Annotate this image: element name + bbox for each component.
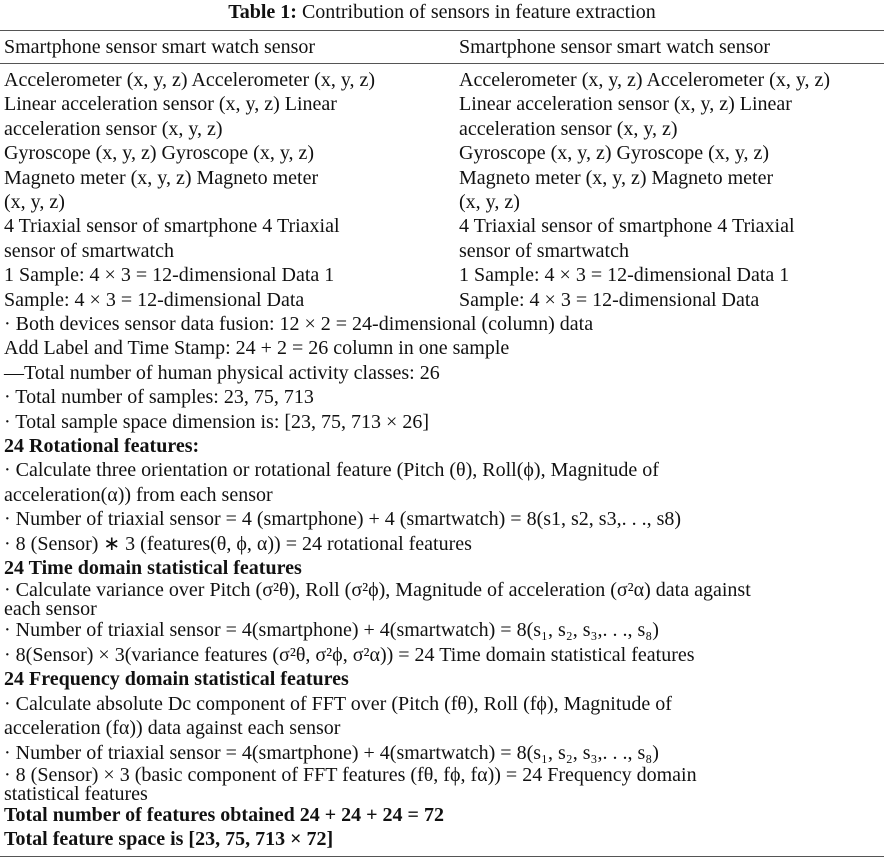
header-left: Smartphone sensor smart watch sensor (4, 36, 316, 58)
section-heading-rotational: 24 Rotational features: (4, 435, 200, 458)
body-line: · Number of triaxial sensor = 4 (smartphone) + 4 (smartwatch) = 8(s1, s2, s3,. . ., s8) (4, 508, 682, 531)
right-line: Sample: 4 × 3 = 12-dimensional Data (459, 288, 760, 311)
body-line: Add Label and Time Stamp: 24 + 2 = 26 column in one sample (4, 337, 510, 360)
header-rule (0, 63, 884, 64)
total-feature-space: Total feature space is [23, 75, 713 × 72] (4, 828, 334, 851)
left-line: acceleration sensor (x, y, z) (4, 117, 223, 140)
right-line: acceleration sensor (x, y, z) (459, 117, 678, 140)
body-line: · 8 (Sensor) ∗ 3 (features(θ, ϕ, α)) = 24 rotational features (4, 532, 472, 555)
left-line: Accelerometer (x, y, z) Accelerometer (x, y, z) (4, 69, 376, 91)
left-column (4, 68, 375, 312)
body-line: · Total sample space dimension is: [23, 75, 713 × 26] (4, 410, 429, 433)
left-line: sensor of smartwatch (4, 239, 174, 262)
caption-label: Table 1: (228, 1, 297, 23)
right-line: Gyroscope (x, y, z) Gyroscope (x, y, z) (459, 142, 770, 165)
right-line: 4 Triaxial sensor of smartphone 4 Triaxial (459, 215, 795, 238)
body-line: · 8 (Sensor) × 3 (basic component of FFT features (fθ, fϕ, fα)) = 24 Frequency domain (4, 763, 697, 786)
left-line: 4 Triaxial sensor of smartphone 4 Triaxial (4, 215, 340, 238)
left-line: Gyroscope (x, y, z) Gyroscope (x, y, z) (4, 142, 315, 165)
table-caption (0, 1, 884, 23)
left-line: Magneto meter (x, y, z) Magneto meter (4, 166, 319, 189)
section-heading-frequency-domain: 24 Frequency domain statistical features (4, 668, 349, 691)
body-line: · Total number of samples: 23, 75, 713 (4, 386, 314, 409)
right-line: Linear acceleration sensor (x, y, z) Linear (459, 93, 792, 116)
right-column (459, 68, 830, 312)
body-line: · Number of triaxial sensor = 4(smartphone) + 4(smartwatch) = 8(s₁, s₂, s₃,. . ., s₈) (4, 619, 659, 642)
body-line: · Calculate three orientation or rotational feature (Pitch (θ), Roll(ϕ), Magnitude of (4, 459, 659, 482)
body-line: · 8(Sensor) × 3(variance features (σ²θ, σ²ϕ, σ²α)) = 24 Time domain statistical features (4, 643, 695, 666)
body-text (4, 312, 751, 852)
body-line: acceleration(α)) from each sensor (4, 483, 273, 506)
right-line: 1 Sample: 4 × 3 = 12-dimensional Data 1 (459, 264, 790, 287)
right-line: Accelerometer (x, y, z) Accelerometer (x, y, z) (459, 69, 831, 91)
body-line: each sensor (4, 598, 97, 621)
left-line: (x, y, z) (4, 191, 65, 214)
body-line: · Calculate absolute Dc component of FFT over (Pitch (fθ), Roll (fϕ), Magnitude of (4, 692, 672, 715)
top-rule (0, 30, 884, 31)
body-line: acceleration (fα)) data against each sensor (4, 717, 341, 740)
header-right: Smartphone sensor smart watch sensor (459, 36, 771, 58)
total-features: Total number of features obtained 24 + 24 + 24 = 72 (4, 803, 444, 826)
body-line: statistical features (4, 782, 148, 805)
body-line: —Total number of human physical activity classes: 26 (4, 361, 440, 384)
caption-text: Contribution of sensors in feature extraction (301, 1, 656, 23)
section-heading-time-domain: 24 Time domain statistical features (4, 557, 302, 580)
body-line: · Both devices sensor data fusion: 12 × 2 = 24-dimensional (column) data (4, 313, 594, 335)
left-line: Linear acceleration sensor (x, y, z) Linear (4, 93, 337, 116)
right-line: Magneto meter (x, y, z) Magneto meter (459, 166, 774, 189)
left-line: Sample: 4 × 3 = 12-dimensional Data (4, 288, 305, 311)
right-line: (x, y, z) (459, 191, 520, 214)
body-line: · Calculate variance over Pitch (σ²θ), Roll (σ²ϕ), Magnitude of acceleration (σ²α) data against (4, 579, 751, 602)
right-line: sensor of smartwatch (459, 239, 629, 262)
bottom-rule (0, 856, 884, 857)
body-line: · Number of triaxial sensor = 4(smartphone) + 4(smartwatch) = 8(s₁, s₂, s₃,. . ., s₈) (4, 741, 659, 764)
left-line: 1 Sample: 4 × 3 = 12-dimensional Data 1 (4, 264, 335, 287)
